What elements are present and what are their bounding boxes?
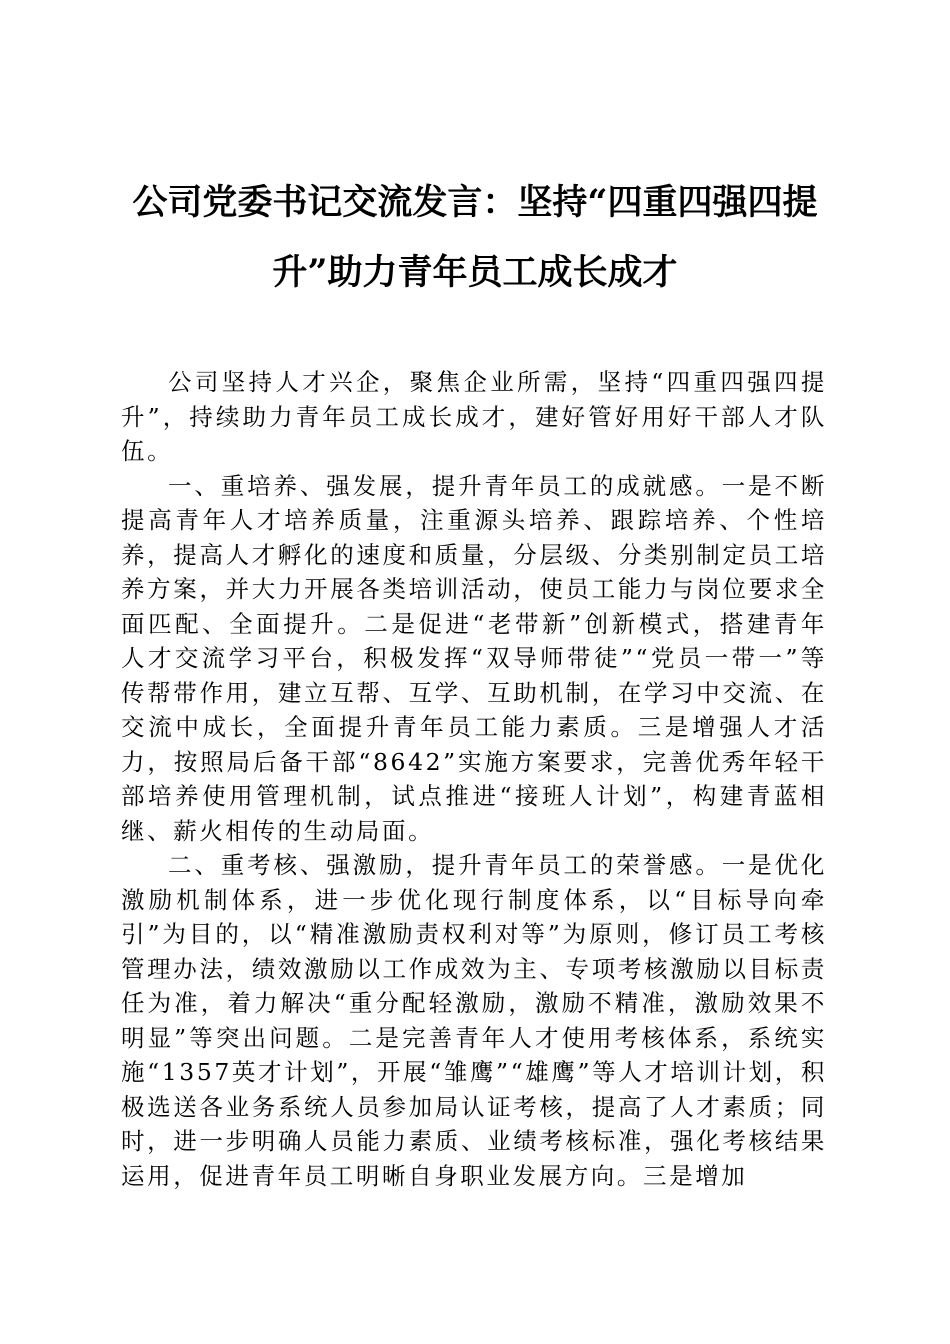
body-paragraph-section-2: 二、重考核、强激励，提升青年员工的荣誉感。一是优化激励机制体系，进一步优化现行制度体系，以“目标导向牵引”为目的，以“精准激励责权利对等”为原则，修订员工考核管理办法，绩效激励以工作成效为主、专项考核激励以目标责任为准，着力解决“重分配轻激励，激励不精准，激励效果不明显”等突出问题。二是完善青年人才使用考核体系，系统实施“1357英才计划”，开展“雏鹰”“雄鹰”等人才培训计划，积极选送各业务系统人员参加局认证考核，提高了人才素质；同时，进一步明确人员能力素质、业绩考核标准，强化考核结果运用，促进青年员工明晰自身职业发展方向。三是增加: [121, 851, 827, 1190]
document-title: [100, 168, 850, 308]
document-title-line-2: 升”助力青年员工成长成才: [272, 252, 678, 293]
body-paragraph-section-1: 一、重培养、强发展，提升青年员工的成就感。一是不断提高青年人才培养质量，注重源头培养、跟踪培养、个性培养，提高人才孵化的速度和质量，分层级、分类别制定员工培养方案，并大力开展各类培训活动，使员工能力与岗位要求全面匹配、全面提升。二是促进“老带新”创新模式，搭建青年人才交流学习平台，积极发挥“双导师带徒”“党员一带一”等传帮带作用，建立互帮、互学、互助机制，在学习中交流、在交流中成长，全面提升青年员工能力素质。三是增强人才活力，按照局后备干部“8642”实施方案要求，完善优秀年轻干部培养使用管理机制，试点推进“接班人计划”，构建青蓝相继、薪火相传的生动局面。: [121, 471, 827, 845]
document-body: [121, 365, 827, 1193]
body-paragraph-intro: 公司坚持人才兴企，聚焦企业所需，坚持“四重四强四提升”，持续助力青年员工成长成才，建好管好用好干部人才队伍。: [121, 368, 827, 465]
document-title-line-1: 公司党委书记交流发言：坚持“四重四强四提: [132, 182, 818, 223]
